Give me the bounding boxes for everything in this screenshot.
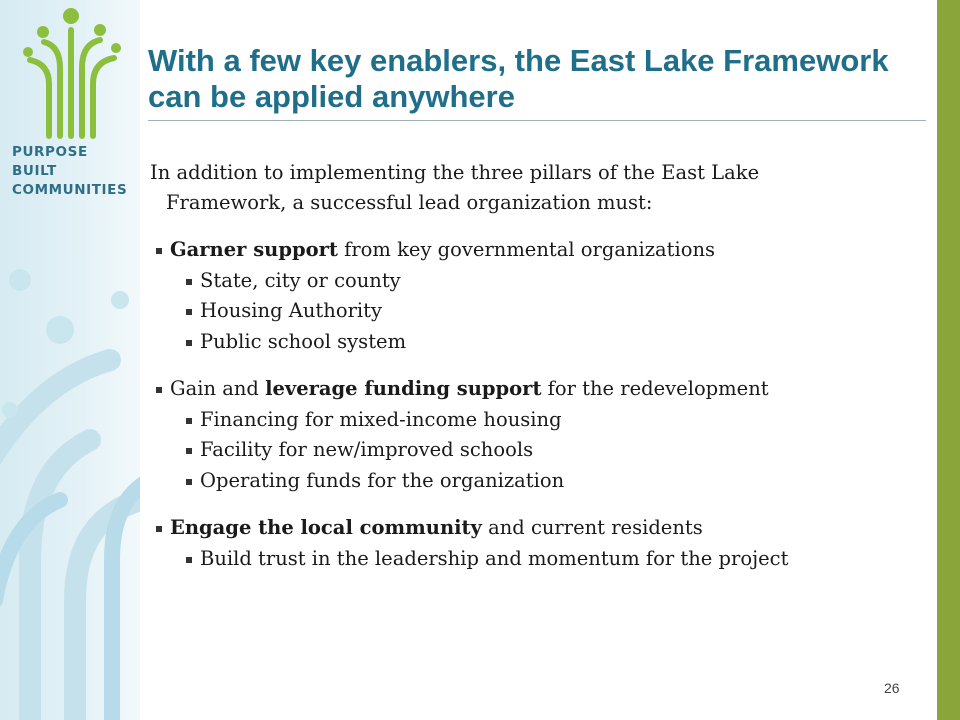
square-bullet-icon — [186, 309, 192, 315]
sub-bullet-item — [150, 405, 930, 436]
sub-bullet-item — [150, 296, 930, 327]
sub-bullet-item — [150, 435, 930, 466]
square-bullet-icon — [186, 418, 192, 424]
title-underline — [148, 120, 926, 121]
page-number: 26 — [884, 680, 900, 696]
bullet-item — [150, 513, 930, 544]
bullet-group-2 — [150, 374, 930, 496]
intro-line-2: Framework, a successful lead organization must: — [166, 191, 653, 214]
right-accent-bar — [937, 0, 960, 720]
slide-title: With a few key enablers, the East Lake Framework can be applied anywhere — [148, 43, 889, 114]
sub-bullet-text: State, city or county — [200, 268, 401, 292]
logo-line: COMMUNITIES — [12, 182, 128, 198]
bullet-item — [150, 235, 930, 266]
sub-bullet-text: Build trust in the leadership and momentum for the project — [200, 546, 789, 570]
intro-paragraph — [150, 158, 930, 218]
sub-bullet-text: Public school system — [200, 329, 407, 353]
square-bullet-icon — [186, 479, 192, 485]
bullet-text: for the redevelopment — [541, 377, 769, 400]
sub-bullet-text: Operating funds for the organization — [200, 468, 565, 492]
intro-line-1: In addition to implementing the three pillars of the East Lake — [150, 161, 760, 184]
square-bullet-icon — [156, 248, 162, 254]
slide-body — [150, 158, 930, 574]
sub-bullet-item — [150, 544, 930, 575]
sub-bullet-item — [150, 266, 930, 297]
square-bullet-icon — [186, 448, 192, 454]
purpose-built-communities-logo — [8, 8, 133, 143]
bullet-text: from key governmental organizations — [337, 238, 716, 261]
sidebar-decoration — [0, 0, 140, 720]
bullet-item — [150, 374, 930, 405]
bullet-bold-text: Engage the local community — [170, 516, 482, 539]
sub-bullet-item — [150, 327, 930, 358]
bullet-text: Gain and — [170, 377, 266, 400]
square-bullet-icon — [156, 526, 162, 532]
bullet-bold-text: Garner support — [170, 238, 338, 261]
bullet-group-3 — [150, 513, 930, 574]
sub-bullet-text: Financing for mixed-income housing — [200, 407, 562, 431]
bullet-bold-text: leverage funding support — [265, 377, 542, 400]
logo-line: PURPOSE — [12, 144, 88, 160]
bullet-group-1 — [150, 235, 930, 357]
square-bullet-icon — [186, 340, 192, 346]
square-bullet-icon — [156, 387, 162, 393]
square-bullet-icon — [186, 557, 192, 563]
logo-wordmark — [12, 143, 127, 200]
sub-bullet-text: Facility for new/improved schools — [200, 438, 534, 461]
sub-bullet-text: Housing Authority — [200, 299, 382, 322]
bullet-text: and current residents — [481, 516, 703, 539]
sub-bullet-item — [150, 466, 930, 497]
square-bullet-icon — [186, 279, 192, 285]
logo-line: BUILT — [12, 163, 57, 179]
